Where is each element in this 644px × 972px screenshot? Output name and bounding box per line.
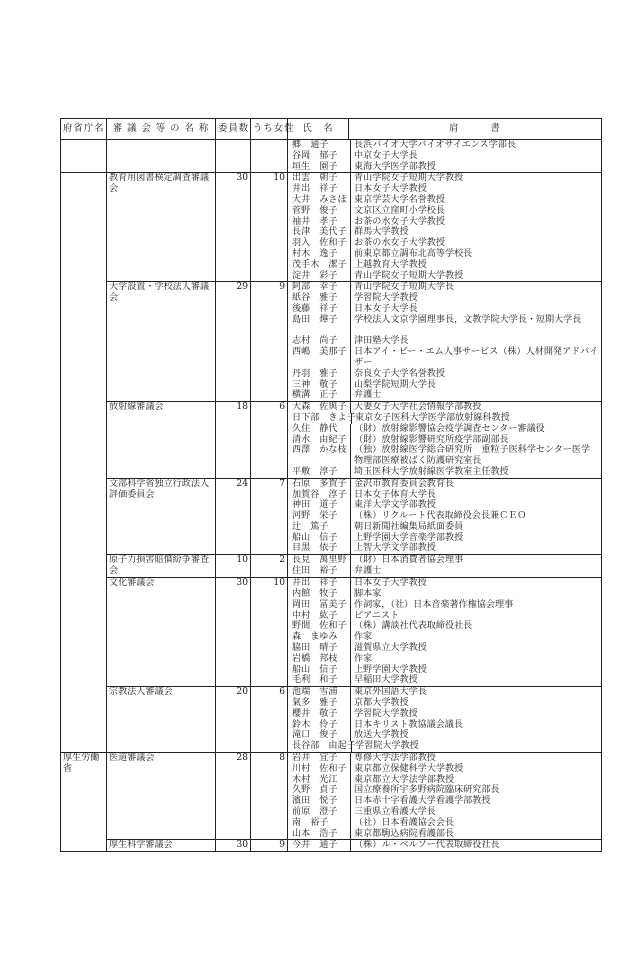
member-name: 辻 篤子: [292, 521, 329, 532]
member-row: [290, 249, 599, 260]
member-position: （社）日本看護協会会長: [350, 818, 599, 829]
member-name: 木村 光江: [292, 774, 338, 785]
member-name: 村木 逸子: [292, 248, 338, 259]
member-row: [290, 238, 599, 249]
member-name: 郷 通子: [292, 140, 329, 150]
member-name: 櫻井 敬子: [292, 708, 338, 719]
member-row: [290, 424, 599, 435]
member-name: 阿部 幸子: [292, 282, 338, 293]
member-row: [290, 611, 599, 622]
member-name: 平敷 淳子: [292, 466, 338, 477]
member-row: [290, 753, 599, 764]
member-position: 日本キリスト教協議会議長: [350, 720, 599, 731]
member-row: [290, 818, 599, 829]
member-position: 山梨学院短期大学長: [350, 380, 599, 391]
member-name: 淀井 彩子: [292, 270, 338, 281]
member-name: 内館 牧子: [292, 589, 338, 600]
member-position: 前東京都立調布北高等学校長: [350, 249, 599, 260]
member-row: [290, 632, 599, 643]
member-name: 野間 佐和子: [292, 621, 347, 632]
member-name: 鈴木 伶子: [292, 719, 338, 730]
member-row: [290, 304, 599, 315]
member-list: [288, 753, 602, 840]
member-row: [290, 162, 599, 173]
member-row: [290, 687, 599, 698]
member-name: 袖井 孝子: [292, 216, 338, 227]
member-row: [290, 785, 599, 796]
member-name: 日下部 きよ子: [292, 412, 356, 423]
member-position: お茶の水女子大学教授: [350, 238, 599, 249]
member-count: 30: [216, 840, 251, 852]
member-name: 垣生 園子: [292, 161, 338, 172]
member-row: [290, 271, 599, 282]
member-name: 後藤 祥子: [292, 303, 338, 314]
member-position: 学習院大学教授: [350, 709, 599, 720]
member-row: [290, 282, 599, 293]
member-position: 長浜バイオ大学バイオサイエンス学部長: [350, 140, 599, 151]
member-name: 井出 祥子: [292, 578, 338, 589]
member-name: 山本 浩子: [292, 828, 338, 839]
member-row: [290, 369, 599, 380]
member-name: 今井 通子: [292, 840, 338, 851]
member-name: 久住 静代: [292, 423, 338, 434]
header-council: 審 議 会 等 の 名 称: [107, 119, 216, 140]
council-members-table: [60, 118, 602, 852]
member-name: 丹羽 雅子: [292, 368, 338, 379]
member-row: [290, 293, 599, 304]
member-position: 上越教育大学教授: [350, 260, 599, 271]
member-row: [290, 184, 599, 195]
member-position: 学習院大学教授: [351, 741, 599, 752]
member-row: [290, 654, 599, 665]
member-name: 河野 栄子: [292, 511, 338, 522]
member-position: 埼玉医科大学放射線医学教室主任教授: [350, 467, 599, 478]
member-row: [290, 600, 599, 611]
member-name: 西嶋 美那子: [292, 347, 347, 358]
member-row: [290, 730, 599, 741]
women-count: 9: [251, 282, 288, 402]
member-position: 東京外国語大学長: [350, 687, 599, 698]
member-row: [290, 467, 599, 478]
member-count: 28: [216, 753, 251, 840]
member-row: [290, 511, 599, 522]
member-row: [290, 775, 599, 786]
council-name: 大学設置・学校法人審議会: [107, 282, 216, 402]
member-name: 中村 紘子: [292, 610, 338, 621]
member-row: [290, 140, 599, 151]
member-row: [290, 217, 599, 228]
member-position: ピアニスト: [350, 611, 599, 622]
member-count: 10: [216, 555, 251, 578]
member-position: 三重県立看護大学長: [350, 807, 599, 818]
member-name: 滝口 俊子: [292, 730, 338, 741]
member-position: 大妻女子大学社会情報学部教授: [350, 402, 599, 413]
member-count: 30: [216, 173, 251, 282]
member-list: [288, 282, 602, 402]
member-position: 弁護士: [350, 390, 599, 401]
member-position: 専修大学法学部教授: [350, 753, 599, 764]
member-count: 18: [216, 402, 251, 479]
council-row: [61, 555, 602, 578]
women-count: 6: [251, 402, 288, 479]
member-row: [290, 347, 599, 369]
member-name: 前原 澄子: [292, 807, 338, 818]
member-position: 東京学芸大学名誉教授: [350, 195, 599, 206]
member-position: 中京女子大学長: [350, 151, 599, 162]
member-position: 脚本家: [350, 589, 599, 600]
council-name: [107, 140, 216, 173]
member-row: [290, 336, 599, 347]
header-members: 委員数: [216, 119, 251, 140]
member-count: 20: [216, 687, 251, 753]
member-name: 池端 雪浦: [292, 687, 338, 698]
member-row: [290, 445, 599, 467]
member-position: 日本女子大学教授: [350, 578, 599, 589]
member-position: 東京女子医科大学医学部放射線科教授: [351, 413, 599, 424]
member-count: [216, 140, 251, 173]
member-name: 井出 祥子: [292, 184, 338, 195]
header-position: 肩 書: [349, 119, 602, 140]
member-position: 日本赤十字看護大学看護学部教授: [350, 796, 599, 807]
member-row: [290, 764, 599, 775]
member-position: 文京区立窪町小学校長: [350, 206, 599, 217]
member-name: 岡田 冨美子: [292, 599, 347, 610]
member-row: [290, 206, 599, 217]
member-row: [290, 413, 599, 424]
member-position: （株）リクルート代表取締役会長兼ＣＥＯ: [350, 511, 599, 522]
member-row: [290, 709, 599, 720]
member-name: 岩井 宜子: [292, 753, 338, 764]
member-position: 日本女子大学教授: [350, 184, 599, 195]
member-row: [290, 621, 599, 632]
council-members-sheet: [60, 118, 601, 852]
member-list: [288, 555, 602, 578]
council-name: 放射線審議会: [107, 402, 216, 479]
ministry-cell: [61, 140, 107, 173]
member-row: [290, 578, 599, 589]
member-name: 加賀谷 淳子: [292, 489, 347, 500]
member-position: 学習院大学教授: [350, 293, 599, 304]
member-list: [288, 478, 602, 555]
member-position: 東洋大学文学部教授: [350, 500, 599, 511]
member-count: 24: [216, 478, 251, 555]
member-position: 奈良女子大学名誉教授: [350, 369, 599, 380]
member-row: [290, 522, 599, 533]
member-name: 長見 萬里野: [292, 555, 347, 566]
member-position: 上野学園大学教授: [350, 665, 599, 676]
member-name: 茂手木 潔子: [292, 259, 347, 270]
member-name: 西澤 かな枝: [292, 445, 347, 456]
ministry-cell: [61, 173, 107, 753]
member-name: 船山 信子: [292, 532, 338, 543]
member-name: 出雲 朝子: [292, 173, 338, 184]
member-position: 作家: [350, 632, 599, 643]
member-name: 久野 貞子: [292, 785, 338, 796]
council-row: [61, 687, 602, 753]
women-count: 6: [251, 687, 288, 753]
header-ministry: 府省庁名: [61, 119, 107, 140]
member-row: [290, 490, 599, 501]
member-position: 日本女子体育大学長: [350, 490, 599, 501]
member-row: [290, 840, 599, 851]
member-name: 森 まゆみ: [292, 632, 338, 643]
member-name: 氣多 雅子: [292, 698, 338, 709]
council-row: [61, 173, 602, 282]
member-position: （株）ル・ベルソー代表取締役社長: [350, 840, 599, 851]
council-row: [61, 140, 602, 173]
member-row: [290, 543, 599, 554]
council-row: [61, 282, 602, 402]
member-name: 神田 道子: [292, 500, 338, 511]
table-body: [61, 140, 602, 852]
member-row: [290, 589, 599, 600]
member-name: 谷岡 郁子: [292, 150, 338, 161]
member-position: 金沢市教育委員会教育長: [350, 479, 599, 490]
member-position: 弁護士: [350, 566, 599, 577]
member-name: 清水 由紀子: [292, 434, 347, 445]
council-row: [61, 840, 602, 852]
member-position: お茶の水女子大学教授: [350, 217, 599, 228]
council-row: [61, 578, 602, 687]
member-name: 毛利 和子: [292, 675, 338, 686]
member-position: 東京都立大学法学部教授: [350, 775, 599, 786]
member-position: 津田塾大学長: [350, 336, 599, 347]
council-name: 文部科学省独立行政法人評価委員会: [107, 478, 216, 555]
council-name: 厚生科学審議会: [107, 840, 216, 852]
member-position: （財）放射線影響研究所疫学部副部長: [350, 435, 599, 446]
member-row: [290, 643, 599, 654]
member-name: 長津 美代子: [292, 227, 347, 238]
member-position: 青山学院女子短期大学教授: [350, 173, 599, 184]
member-position: 滋賀県立大学教授: [350, 643, 599, 654]
member-name: 長谷部 由起子: [292, 741, 356, 752]
member-position: 東海大学医学部教授: [350, 162, 599, 173]
member-position: 国立療養所宇多野病院臨床研究部長: [350, 785, 599, 796]
member-row: [290, 566, 599, 577]
member-position: 青山学院女子短期大学教授: [350, 271, 599, 282]
member-row: [290, 380, 599, 391]
member-position: （独）放射線医学総合研究所 重粒子医科学センター医学物理部医療被ばく防護研究室長: [350, 445, 599, 467]
member-count: 30: [216, 578, 251, 687]
member-position: 早稲田大学教授: [350, 675, 599, 686]
header-name: 氏 名: [288, 119, 349, 140]
member-position: 上野学園大学音楽学部教授: [350, 533, 599, 544]
member-row: [290, 720, 599, 731]
women-count: 8: [251, 753, 288, 840]
member-row: [290, 829, 599, 840]
member-name: 菅野 俊子: [292, 205, 338, 216]
member-name: 住田 裕子: [292, 566, 338, 577]
member-name: 目黒 依子: [292, 543, 338, 554]
ministry-cell: 厚生労働省: [61, 753, 107, 852]
member-name: 脇田 晴子: [292, 643, 338, 654]
member-row: [290, 227, 599, 238]
member-count: 29: [216, 282, 251, 402]
member-position: 日本アイ・ビー・エム人事サービス（株）人材開発アドバイザー: [350, 347, 599, 369]
council-name: 文化審議会: [107, 578, 216, 687]
member-row: [290, 479, 599, 490]
member-position: （財）日本消費者協会理事: [350, 555, 599, 566]
member-name: 川村 佐和子: [292, 763, 347, 774]
member-row: [290, 195, 599, 206]
member-row: [290, 402, 599, 413]
council-row: [61, 478, 602, 555]
member-row: [290, 555, 599, 566]
member-position: 学校法人文京学園理事長，文教学院大学長・短期大学長: [350, 315, 599, 337]
council-name: 原子力損害賠償紛争審査会: [107, 555, 216, 578]
member-position: 日本女子大学長: [350, 304, 599, 315]
member-row: [290, 675, 599, 686]
council-name: 医道審議会: [107, 753, 216, 840]
member-row: [290, 151, 599, 162]
member-row: [290, 665, 599, 676]
member-position: 群馬大学教授: [350, 227, 599, 238]
member-row: [290, 533, 599, 544]
member-list: [288, 840, 602, 852]
member-name: 横溝 正子: [292, 390, 338, 401]
member-position: 朝日新聞社編集局紙面委員: [350, 522, 599, 533]
member-row: [290, 807, 599, 818]
member-name: 羽入 佐和子: [292, 238, 347, 249]
member-position: （財）放射線影響協会疫学調査センター審議役: [350, 424, 599, 435]
women-count: 10: [251, 173, 288, 282]
member-row: [290, 173, 599, 184]
member-name: 三神 敬子: [292, 379, 338, 390]
member-position: 上智大学文学部教授: [350, 543, 599, 554]
table-header-row: [61, 119, 602, 140]
member-name: 岩橋 邦枝: [292, 653, 338, 664]
council-name: 教育用図書検定調査審議会: [107, 173, 216, 282]
member-position: 東京都立保健科学大学教授: [350, 764, 599, 775]
member-row: [290, 390, 599, 401]
member-position: 青山学院女子短期大学長: [350, 282, 599, 293]
header-women: うち女性: [251, 119, 288, 140]
member-name: 大森 佐與子: [292, 402, 347, 413]
member-row: [290, 435, 599, 446]
member-row: [290, 260, 599, 271]
women-count: 9: [251, 840, 288, 852]
member-list: [288, 578, 602, 687]
women-count: 2: [251, 555, 288, 578]
member-name: 船山 信子: [292, 664, 338, 675]
member-name: 石原 多賀子: [292, 478, 347, 489]
member-row: [290, 698, 599, 709]
member-list: [288, 687, 602, 753]
council-row: [61, 753, 602, 840]
member-position: （株）講談社代表取締役社長: [350, 621, 599, 632]
women-count: [251, 140, 288, 173]
member-name: 南 裕子: [292, 817, 329, 828]
member-position: 作詞家，（社）日本音楽著作権協会理事: [350, 600, 599, 611]
member-name: 紙谷 雅子: [292, 293, 338, 304]
member-row: [290, 796, 599, 807]
women-count: 10: [251, 578, 288, 687]
member-name: 大井 みさほ: [292, 194, 347, 205]
member-position: 放送大学教授: [350, 730, 599, 741]
council-row: [61, 402, 602, 479]
member-row: [290, 500, 599, 511]
member-position: 京都大学教授: [350, 698, 599, 709]
member-position: 東京都駒込病院看護部長: [350, 829, 599, 840]
member-row: [290, 315, 599, 337]
member-name: 島田 燁子: [292, 314, 338, 325]
member-row: [290, 741, 599, 752]
council-name: 宗教法人審議会: [107, 687, 216, 753]
women-count: 7: [251, 478, 288, 555]
member-list: [288, 140, 602, 173]
member-list: [288, 402, 602, 479]
member-name: 志村 尚子: [292, 336, 338, 347]
member-position: 作家: [350, 654, 599, 665]
member-list: [288, 173, 602, 282]
member-name: 濱田 悦子: [292, 796, 338, 807]
